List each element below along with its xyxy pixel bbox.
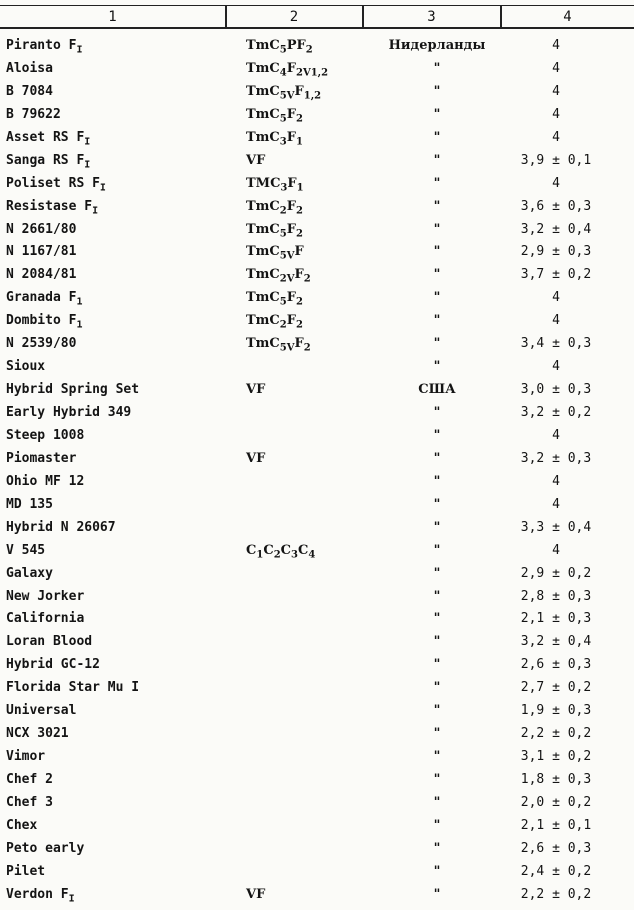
origin-country: " xyxy=(433,336,441,352)
variety-name: Hybrid GC-12 xyxy=(6,657,100,673)
score-value: 3,2 ± 0,3 xyxy=(520,450,592,466)
variety-name: Vimor xyxy=(6,749,46,765)
score-value: 4 xyxy=(552,106,560,122)
score-value: 3,6 ± 0,3 xyxy=(520,198,592,214)
origin-country: США xyxy=(418,382,456,398)
table-row xyxy=(0,680,634,703)
origin-country: " xyxy=(433,83,441,99)
origin-country: " xyxy=(433,794,441,810)
variety-name: Galaxy xyxy=(6,565,53,581)
score-value: 2,0 ± 0,2 xyxy=(520,794,592,810)
score-value: 1,9 ± 0,3 xyxy=(520,703,592,719)
resistance-formula: VF xyxy=(246,450,266,466)
score-value: 4 xyxy=(552,313,560,329)
variety-name: N 2539/80 xyxy=(6,336,77,352)
score-value: 2,4 ± 0,2 xyxy=(520,863,592,879)
resistance-formula: $TmC_2F_2$ xyxy=(246,313,303,331)
origin-country: " xyxy=(433,60,441,76)
score-value: 2,1 ± 0,3 xyxy=(520,611,592,627)
table-row xyxy=(0,841,634,864)
variety-name: Ohio MF 12 xyxy=(6,473,85,489)
origin-country: " xyxy=(433,772,441,787)
variety-name: Early Hybrid 349 xyxy=(6,405,132,420)
table-row xyxy=(0,566,634,589)
origin-country: " xyxy=(433,427,441,443)
table-top-rule xyxy=(0,5,634,6)
resistance-formula: $TmC_{5V}F_2$ xyxy=(246,336,311,354)
origin-country: " xyxy=(433,863,441,879)
table-row xyxy=(0,634,634,657)
table-row xyxy=(0,290,634,313)
score-value: 3,2 ± 0,4 xyxy=(520,221,592,237)
origin-country: " xyxy=(433,359,441,375)
variety-name: B 79622 xyxy=(6,106,61,122)
table-row xyxy=(0,795,634,818)
origin-country: " xyxy=(433,726,441,742)
variety-name: MD 135 xyxy=(6,496,53,512)
variety-name: N 1167/81 xyxy=(6,244,77,260)
table-row xyxy=(0,38,634,61)
origin-country: " xyxy=(433,450,441,466)
variety-name: V 545 xyxy=(6,542,46,558)
score-value: 3,7 ± 0,2 xyxy=(520,267,592,283)
origin-country: " xyxy=(433,152,441,168)
origin-country: " xyxy=(433,244,441,260)
resistance-formula: TmC$_{5V}$F xyxy=(246,244,304,263)
origin-country: " xyxy=(433,565,441,581)
table-row xyxy=(0,336,634,359)
origin-country: " xyxy=(433,313,441,329)
variety-name: Dombito $F_1$ xyxy=(6,313,83,331)
variety-name: Aloisa xyxy=(6,60,53,76)
variety-name: N 2084/81 xyxy=(6,267,77,283)
origin-country: " xyxy=(433,198,441,214)
resistance-formula: $TmC_5F_2$ xyxy=(246,221,303,240)
score-value: 4 xyxy=(552,129,560,145)
origin-country: " xyxy=(433,634,441,650)
origin-country: " xyxy=(433,657,441,673)
score-value: 3,3 ± 0,4 xyxy=(520,519,592,535)
score-value: 2,1 ± 0,1 xyxy=(520,817,592,833)
resistance-formula: $C_1C_2C_3C_4$ xyxy=(246,542,316,561)
resistance-formula: VF xyxy=(246,382,266,398)
score-value: 2,2 ± 0,2 xyxy=(520,726,592,742)
origin-country: " xyxy=(433,680,441,696)
origin-country: " xyxy=(433,840,441,856)
origin-country: " xyxy=(433,588,441,604)
resistance-formula: $TmC_2F_2$ xyxy=(246,198,303,217)
origin-country: " xyxy=(433,519,441,535)
variety-name: NCX 3021 xyxy=(6,726,69,742)
table-row xyxy=(0,451,634,474)
origin-country: " xyxy=(433,611,441,627)
column-header-1: 1 xyxy=(108,9,117,25)
variety-name: California xyxy=(6,611,85,627)
table-row xyxy=(0,107,634,130)
origin-country: " xyxy=(433,290,441,306)
score-value: 4 xyxy=(552,496,560,512)
origin-country: " xyxy=(433,221,441,237)
table-row xyxy=(0,313,634,336)
score-value: 3,1 ± 0,2 xyxy=(520,749,592,765)
variety-name: Chef 3 xyxy=(6,794,53,810)
variety-name: New Jorker xyxy=(6,588,85,604)
variety-name: Florida Star Mu I xyxy=(6,680,140,696)
resistance-formula: $TmC_5F_2$ xyxy=(246,106,303,125)
score-value: 3,2 ± 0,2 xyxy=(520,405,592,420)
column-header-3: 3 xyxy=(427,9,436,25)
origin-country: " xyxy=(433,886,441,902)
variety-name: Peto early xyxy=(6,840,85,856)
score-value: 4 xyxy=(552,359,560,375)
score-value: 4 xyxy=(552,83,560,99)
variety-name: Universal xyxy=(6,703,77,719)
resistance-formula: $TmC_5PF_2$ xyxy=(246,38,313,56)
origin-country: " xyxy=(433,749,441,765)
table-row xyxy=(0,611,634,634)
origin-country: Нидерланды xyxy=(388,38,486,53)
variety-name: Resistase $F_I$ xyxy=(6,198,99,217)
table-row xyxy=(0,657,634,680)
score-value: 4 xyxy=(552,290,560,306)
table-row xyxy=(0,382,634,405)
variety-name: Sanga RS $F_I$ xyxy=(6,152,91,171)
table-row xyxy=(0,199,634,222)
origin-country: " xyxy=(433,175,441,191)
score-value: 2,6 ± 0,3 xyxy=(520,840,592,856)
table-row xyxy=(0,359,634,382)
resistance-formula: $TmC_5F_2$ xyxy=(246,290,303,308)
score-value: 4 xyxy=(552,175,560,191)
score-value: 4 xyxy=(552,38,560,53)
variety-name: Loran Blood xyxy=(6,634,93,650)
table-row xyxy=(0,130,634,153)
variety-name: Chex xyxy=(6,817,38,833)
variety-name: Asset RS $F_I$ xyxy=(6,129,91,148)
score-value: 3,9 ± 0,1 xyxy=(520,152,592,168)
table-body xyxy=(0,38,634,910)
score-value: 3,2 ± 0,4 xyxy=(520,634,592,650)
table-row xyxy=(0,703,634,726)
resistance-formula: VF xyxy=(246,152,266,168)
origin-country: " xyxy=(433,496,441,512)
table-row xyxy=(0,84,634,107)
score-value: 3,4 ± 0,3 xyxy=(520,336,592,352)
score-value: 2,2 ± 0,2 xyxy=(520,886,592,902)
origin-country: " xyxy=(433,129,441,145)
origin-country: " xyxy=(433,405,441,420)
table-row xyxy=(0,474,634,497)
variety-name: Poliset RS $F_I$ xyxy=(6,175,106,194)
table-row xyxy=(0,61,634,84)
origin-country: " xyxy=(433,106,441,122)
variety-name: Sioux xyxy=(6,359,46,375)
origin-country: " xyxy=(433,473,441,489)
table-row xyxy=(0,887,634,910)
table-row xyxy=(0,589,634,612)
table-row xyxy=(0,864,634,887)
score-value: 4 xyxy=(552,473,560,489)
score-value: 2,8 ± 0,3 xyxy=(520,588,592,604)
table-row xyxy=(0,428,634,451)
table-row xyxy=(0,222,634,245)
variety-name: Chef 2 xyxy=(6,772,53,787)
variety-name: Verdon $F_I$ xyxy=(6,886,75,905)
variety-name: Steep 1008 xyxy=(6,427,85,443)
table-row xyxy=(0,726,634,749)
resistance-formula: $TmC_4F_{2V1,2}$ xyxy=(246,60,329,79)
table-row xyxy=(0,244,634,267)
score-value: 2,7 ± 0,2 xyxy=(520,680,592,696)
column-header-2: 2 xyxy=(289,9,299,25)
table-row xyxy=(0,543,634,566)
variety-name: B 7084 xyxy=(6,83,53,99)
score-value: 4 xyxy=(552,427,560,443)
variety-name: Piomaster xyxy=(6,450,77,466)
variety-name: Hybrid Spring Set xyxy=(6,382,140,398)
score-value: 2,9 ± 0,2 xyxy=(520,565,592,581)
table-row xyxy=(0,749,634,772)
score-value: 2,6 ± 0,3 xyxy=(520,657,592,673)
variety-name: N 2661/80 xyxy=(6,221,77,237)
variety-name: Pilet xyxy=(6,863,46,879)
table-row xyxy=(0,176,634,199)
origin-country: " xyxy=(433,703,441,719)
table-row xyxy=(0,267,634,290)
table-row xyxy=(0,497,634,520)
variety-name: Piranto $F_I$ xyxy=(6,38,83,56)
table-row xyxy=(0,520,634,543)
origin-country: " xyxy=(433,267,441,283)
resistance-formula: VF xyxy=(246,886,266,902)
resistance-formula: $TmC_3F_1$ xyxy=(246,129,303,148)
column-header-4: 4 xyxy=(563,9,572,25)
score-value: 3,0 ± 0,3 xyxy=(520,382,592,398)
table-row xyxy=(0,772,634,795)
score-value: 1,8 ± 0,3 xyxy=(520,772,592,787)
header-bottom-rule xyxy=(0,27,634,29)
resistance-formula: $TmC_{5V}F_{1,2}$ xyxy=(246,83,322,102)
score-value: 4 xyxy=(552,542,560,558)
variety-name: Hybrid N 26067 xyxy=(6,519,116,535)
variety-name: Granada $F_1$ xyxy=(6,290,83,308)
score-value: 4 xyxy=(552,60,560,76)
resistance-formula: $TmC_{2V}F_2$ xyxy=(246,267,311,285)
table-row xyxy=(0,153,634,176)
resistance-formula: $TMC_3F_1$ xyxy=(246,175,304,194)
origin-country: " xyxy=(433,542,441,558)
origin-country: " xyxy=(433,817,441,833)
table-row xyxy=(0,818,634,841)
score-value: 2,9 ± 0,3 xyxy=(520,244,592,260)
table-row xyxy=(0,405,634,428)
